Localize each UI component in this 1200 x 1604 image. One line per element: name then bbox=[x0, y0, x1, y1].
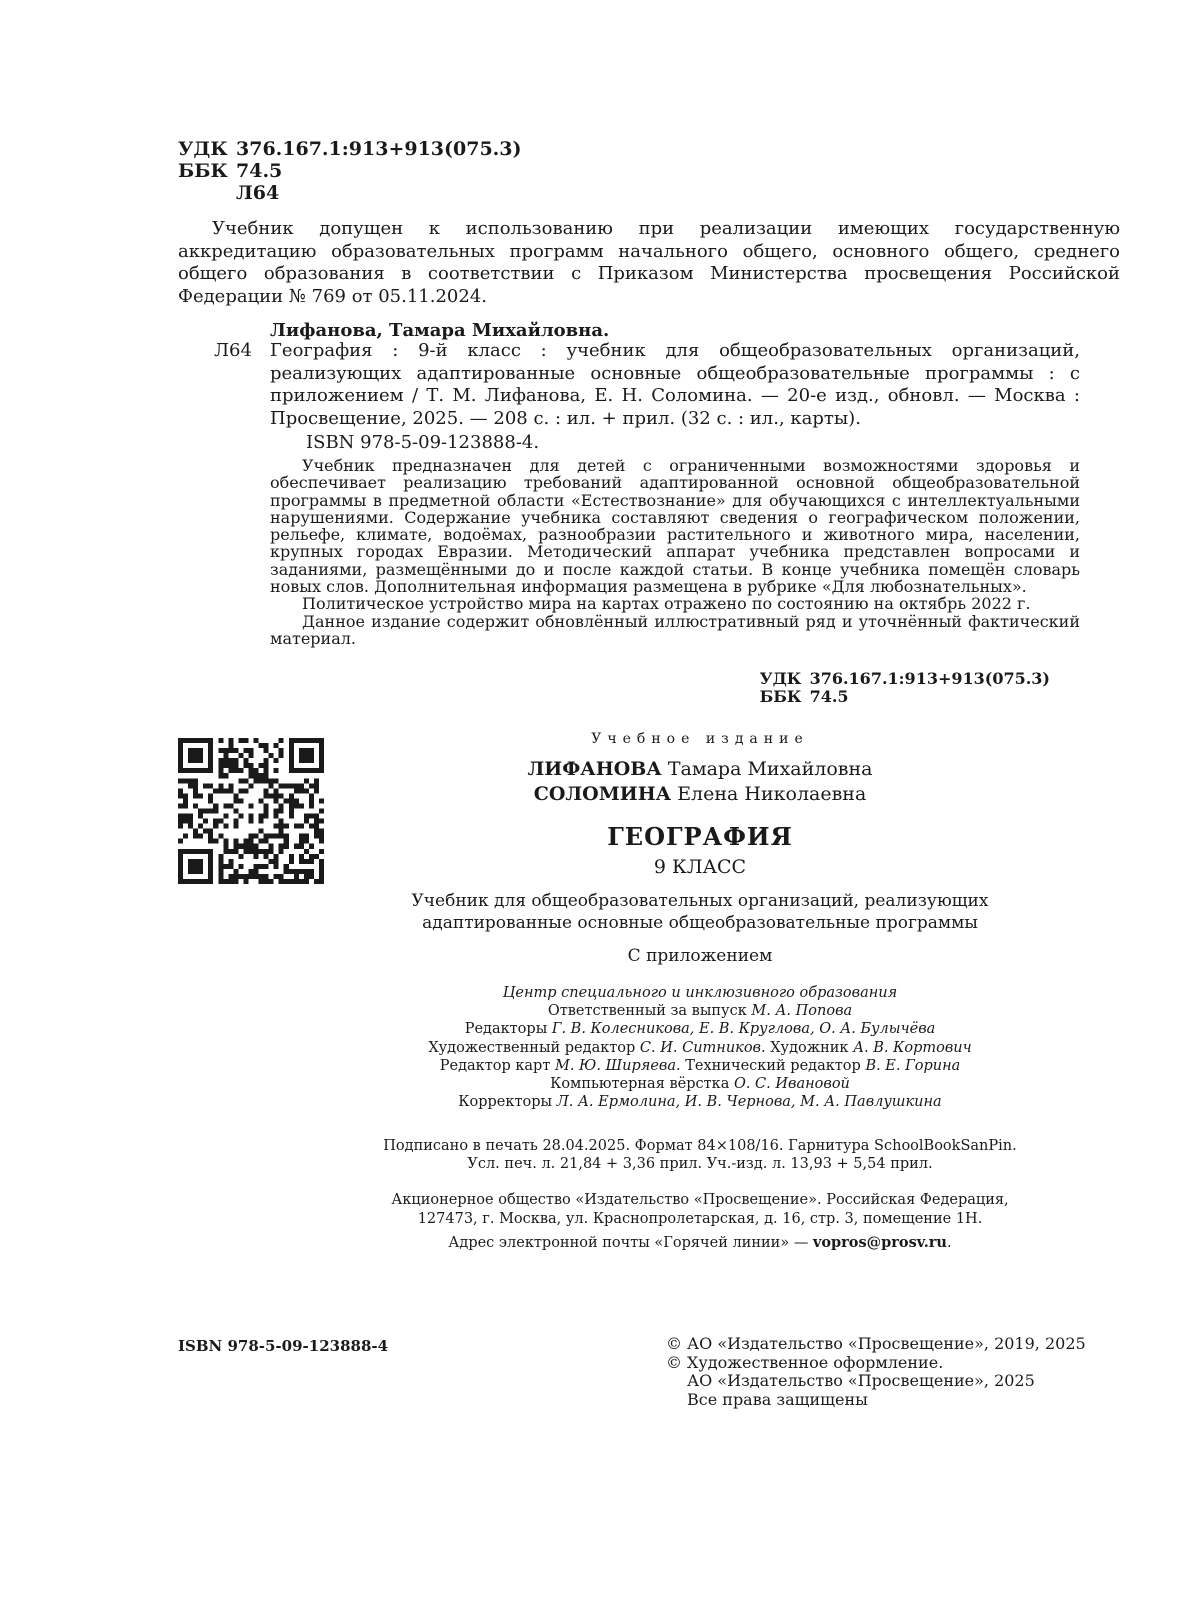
hotline-email-link[interactable]: vopros@prosv.ru bbox=[812, 1234, 947, 1251]
catalog-codes bbox=[178, 138, 522, 204]
credit-label: Редактор карт bbox=[439, 1057, 551, 1074]
author-1 bbox=[330, 757, 1070, 781]
qr-code bbox=[178, 738, 324, 884]
bbk-label: ББК bbox=[178, 160, 228, 182]
copyright-line-1: АО «Издательство «Просвещение», 2019, 2025 bbox=[687, 1334, 1086, 1353]
annotation-paragraph-2: Политическое устройство мира на картах отражено по состоянию на октябрь 2022 г. bbox=[302, 594, 1031, 614]
udk-value: 376.167.1:913+913(075.3) bbox=[236, 138, 522, 160]
approval-paragraph: Учебник допущен к использованию при реализации имеющих государственную аккредитацию образовательных программ начального общего, основного общего, среднего общего образования в соответствии с Приказом Министерства просвещения Российской Федерации № 769 от 05.11.2024. bbox=[178, 218, 1120, 307]
catalog-card-description-text: География : 9-й класс : учебник для общеобразовательных организаций, реализующих адаптированные основные общеобразовательные программы : с приложением / Т. М. Лифанова, Е. Н. Соломина. — 20-е изд., обновл. — Москва : Просвещение, 2025. — 208 с. : ил. + прил. (32 с. : ил., карты). bbox=[270, 340, 1080, 429]
copyright-icon: © bbox=[666, 1352, 682, 1372]
copyright-icon: © bbox=[666, 1334, 682, 1353]
annotation-paragraph-3: Данное издание содержит обновлённый иллюстративный ряд и уточнённый фактический материал. bbox=[270, 611, 1080, 648]
catalog-codes-repeat bbox=[760, 670, 1050, 706]
credit-proofreaders bbox=[300, 1093, 1100, 1111]
annotation-paragraph-1: Учебник предназначен для детей с ограниченными возможностями здоровья и обеспечивает реализацию требований адаптированной основной общеобразовательной программы в предметной области «Естествознание» для обучающихся с интеллектуальными нарушениями. Содержание учебника составляют сведения о географическом положении, рельефе, климате, водоёмах, разнообразии растительного и животного мира, населении, крупных городах Евразии. Методический аппарат учебника представлен вопросами и заданиями, размещёнными до и после каждой статьи. В конце учебника помещён словарь новых слов. Дополнительная информация размещена в рубрике «Для любознательных». bbox=[270, 456, 1080, 597]
copyright-line-3: АО «Издательство «Просвещение», 2025 bbox=[687, 1371, 1035, 1390]
appendix-note: С приложением bbox=[627, 946, 773, 966]
credit-label: Художник bbox=[770, 1039, 849, 1056]
book-title: ГЕОГРАФИЯ bbox=[607, 822, 793, 851]
credit-label: Редакторы bbox=[464, 1021, 548, 1038]
print-info bbox=[300, 1137, 1100, 1173]
catalog-card-description bbox=[270, 340, 1080, 430]
credit-label: Компьютерная вёрстка bbox=[550, 1076, 730, 1093]
copyright-line-2: Художественное оформление. bbox=[687, 1352, 944, 1372]
catalog-card-isbn: ISBN 978-5-09-123888-4. bbox=[306, 432, 540, 453]
udk-label: УДК bbox=[178, 138, 228, 160]
book-grade: 9 КЛАСС bbox=[653, 856, 747, 878]
credit-label: Технический редактор bbox=[685, 1057, 861, 1074]
credits bbox=[300, 984, 1100, 1111]
print-info-line-1: Подписано в печать 28.04.2025. Формат 84×108/16. Гарнитура SchoolBookSanPin. bbox=[383, 1138, 1017, 1154]
copyright-block bbox=[666, 1335, 1086, 1409]
hotline-period: . bbox=[946, 1235, 952, 1251]
book-subtitle bbox=[330, 890, 1070, 934]
author-1-name: Тамара Михайловна bbox=[667, 758, 873, 780]
print-info-line-2: Усл. печ. л. 21,84 + 3,36 прил. Уч.-изд. л. 13,93 + 5,54 прил. bbox=[467, 1156, 933, 1173]
author-1-surname: ЛИФАНОВА bbox=[527, 758, 662, 780]
annotation bbox=[270, 457, 1080, 647]
author-2-surname: СОЛОМИНА bbox=[533, 783, 672, 805]
edition-type: Учебное издание bbox=[591, 731, 809, 747]
credit-label: Ответственный за выпуск bbox=[547, 1003, 747, 1020]
bbk-label-2: ББК bbox=[759, 687, 802, 706]
publisher-line-1: Акционерное общество «Издательство «Просвещение». Российская Федерация, bbox=[391, 1192, 1009, 1208]
credit-name: С. И. Ситников. bbox=[639, 1039, 766, 1056]
credit-label: Корректоры bbox=[458, 1094, 553, 1111]
credit-name: М. Ю. Ширяева. bbox=[554, 1057, 681, 1074]
credit-label: Художественный редактор bbox=[428, 1039, 636, 1056]
author-mark: Л64 bbox=[236, 182, 280, 204]
hotline-email-row bbox=[300, 1233, 1100, 1253]
credit-name: О. С. Ивановой bbox=[733, 1076, 850, 1093]
credit-editors bbox=[300, 1020, 1100, 1038]
credit-maps bbox=[300, 1057, 1100, 1075]
credit-name: В. Е. Горина bbox=[865, 1057, 961, 1074]
credit-name: А. В. Кортович bbox=[853, 1039, 972, 1056]
udk-label-2: УДК bbox=[759, 669, 802, 688]
catalog-card-author: Лифанова, Тамара Михайловна. bbox=[270, 320, 610, 341]
udk-value-2: 376.167.1:913+913(075.3) bbox=[809, 669, 1050, 688]
footer-isbn: ISBN 978-5-09-123888-4 bbox=[178, 1337, 389, 1355]
credit-name: М. А. Попова bbox=[751, 1003, 853, 1020]
approval-text bbox=[178, 218, 1120, 308]
credit-layout bbox=[300, 1075, 1100, 1093]
bbk-value-2: 74.5 bbox=[809, 687, 849, 706]
author-2 bbox=[330, 782, 1070, 806]
author-2-name: Елена Николаевна bbox=[677, 783, 867, 805]
department: Центр специального и инклюзивного образования bbox=[502, 985, 898, 1001]
copyright-line-4: Все права защищены bbox=[687, 1389, 868, 1409]
subtitle-line-1: Учебник для общеобразовательных организаций, реализующих bbox=[411, 891, 989, 911]
publisher-line-2: 127473, г. Москва, ул. Краснопролетарская, д. 16, стр. 3, помещение 1Н. bbox=[417, 1211, 983, 1227]
credit-name: Л. А. Ермолина, И. В. Чернова, М. А. Павлушкина bbox=[556, 1094, 942, 1111]
catalog-card-code: Л64 bbox=[214, 340, 252, 361]
bbk-value: 74.5 bbox=[236, 160, 283, 182]
publisher-info bbox=[300, 1191, 1100, 1253]
hotline-label: Адрес электронной почты «Горячей линии» — bbox=[448, 1235, 809, 1251]
credit-art bbox=[300, 1039, 1100, 1057]
credit-name: Г. В. Колесникова, Е. В. Круглова, О. А. Булычёва bbox=[551, 1021, 936, 1038]
subtitle-line-2: адаптированные основные общеобразовательные программы bbox=[422, 913, 978, 933]
credit-responsible bbox=[300, 1002, 1100, 1020]
